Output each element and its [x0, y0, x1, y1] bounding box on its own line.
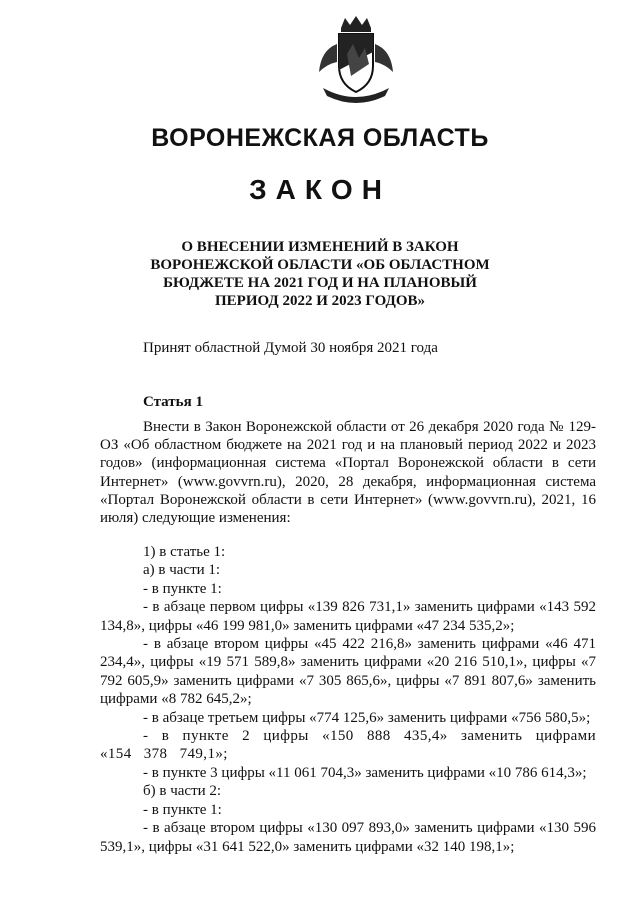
list-item: - в абзаце втором цифры «45 422 216,8» заменить цифрами «46 471 234,4», цифры «19 571 589,8» заменить цифрами «20 216 510,1», цифры «7 792 605,9» заменить цифрами «7 305 865,6», цифры «7 891 807,6» заменить цифрами «8 782 645,2»;: [100, 636, 596, 708]
list-item: а) в части 1:: [143, 562, 221, 579]
article-heading: Статья 1: [143, 394, 203, 410]
list-item: - в пункте 1:: [143, 801, 222, 818]
intro-paragraph: Внести в Закон Воронежской области от 26 декабря 2020 года № 129-ОЗ «Об областном бюджете на 2021 год и на плановый период 2022 и 2023 годов» (информационная система «Портал Воронежской области в сети Интернет» (www.govvrn.ru), 2020, 28 декабря, информационная система «Портал Воронежской области в сети Интернет» (www.govvrn.ru), 2021, 16 июля) следующие изменения:: [100, 419, 596, 527]
coat-of-arms-icon: [313, 14, 399, 106]
list-item: - в пункте 2 цифры «150 888 435,4» заменить цифрами «154 378 749,1»;: [100, 728, 596, 763]
law-title-line: ВОРОНЕЖСКОЙ ОБЛАСТИ «ОБ ОБЛАСТНОМ: [150, 257, 490, 273]
law-title-line: БЮДЖЕТЕ НА 2021 ГОД И НА ПЛАНОВЫЙ: [163, 275, 477, 291]
list-item: - в пункте 1:: [143, 580, 222, 597]
amendment-list: [100, 543, 596, 856]
list-item: б) в части 2:: [143, 783, 222, 800]
region-title: ВОРОНЕЖСКАЯ ОБЛАСТЬ: [151, 124, 489, 152]
adoption-date: Принят областной Думой 30 ноября 2021 года: [143, 340, 438, 356]
list-item: - в абзаце втором цифры «130 097 893,0» заменить цифрами «130 596 539,1», цифры «31 641 522,0» заменить цифрами «32 140 198,1»;: [100, 820, 596, 855]
article-intro: [100, 418, 596, 527]
list-item: 1) в статье 1:: [143, 544, 226, 560]
list-item: - в пункте 3 цифры «11 061 704,3» заменить цифрами «10 786 614,3»;: [143, 764, 587, 781]
document-type: ЗАКОН: [249, 174, 391, 205]
law-title-line: О ВНЕСЕНИИ ИЗМЕНЕНИЙ В ЗАКОН: [181, 239, 459, 255]
law-title-line: ПЕРИОД 2022 И 2023 ГОДОВ»: [215, 293, 425, 309]
list-item: - в абзаце первом цифры «139 826 731,1» заменить цифрами «143 592 134,8», цифры «46 199 981,0» заменить цифрами «47 234 535,2»;: [100, 599, 596, 634]
list-item: - в абзаце третьем цифры «774 125,6» заменить цифрами «756 580,5»;: [143, 709, 591, 726]
law-title: [90, 238, 550, 310]
